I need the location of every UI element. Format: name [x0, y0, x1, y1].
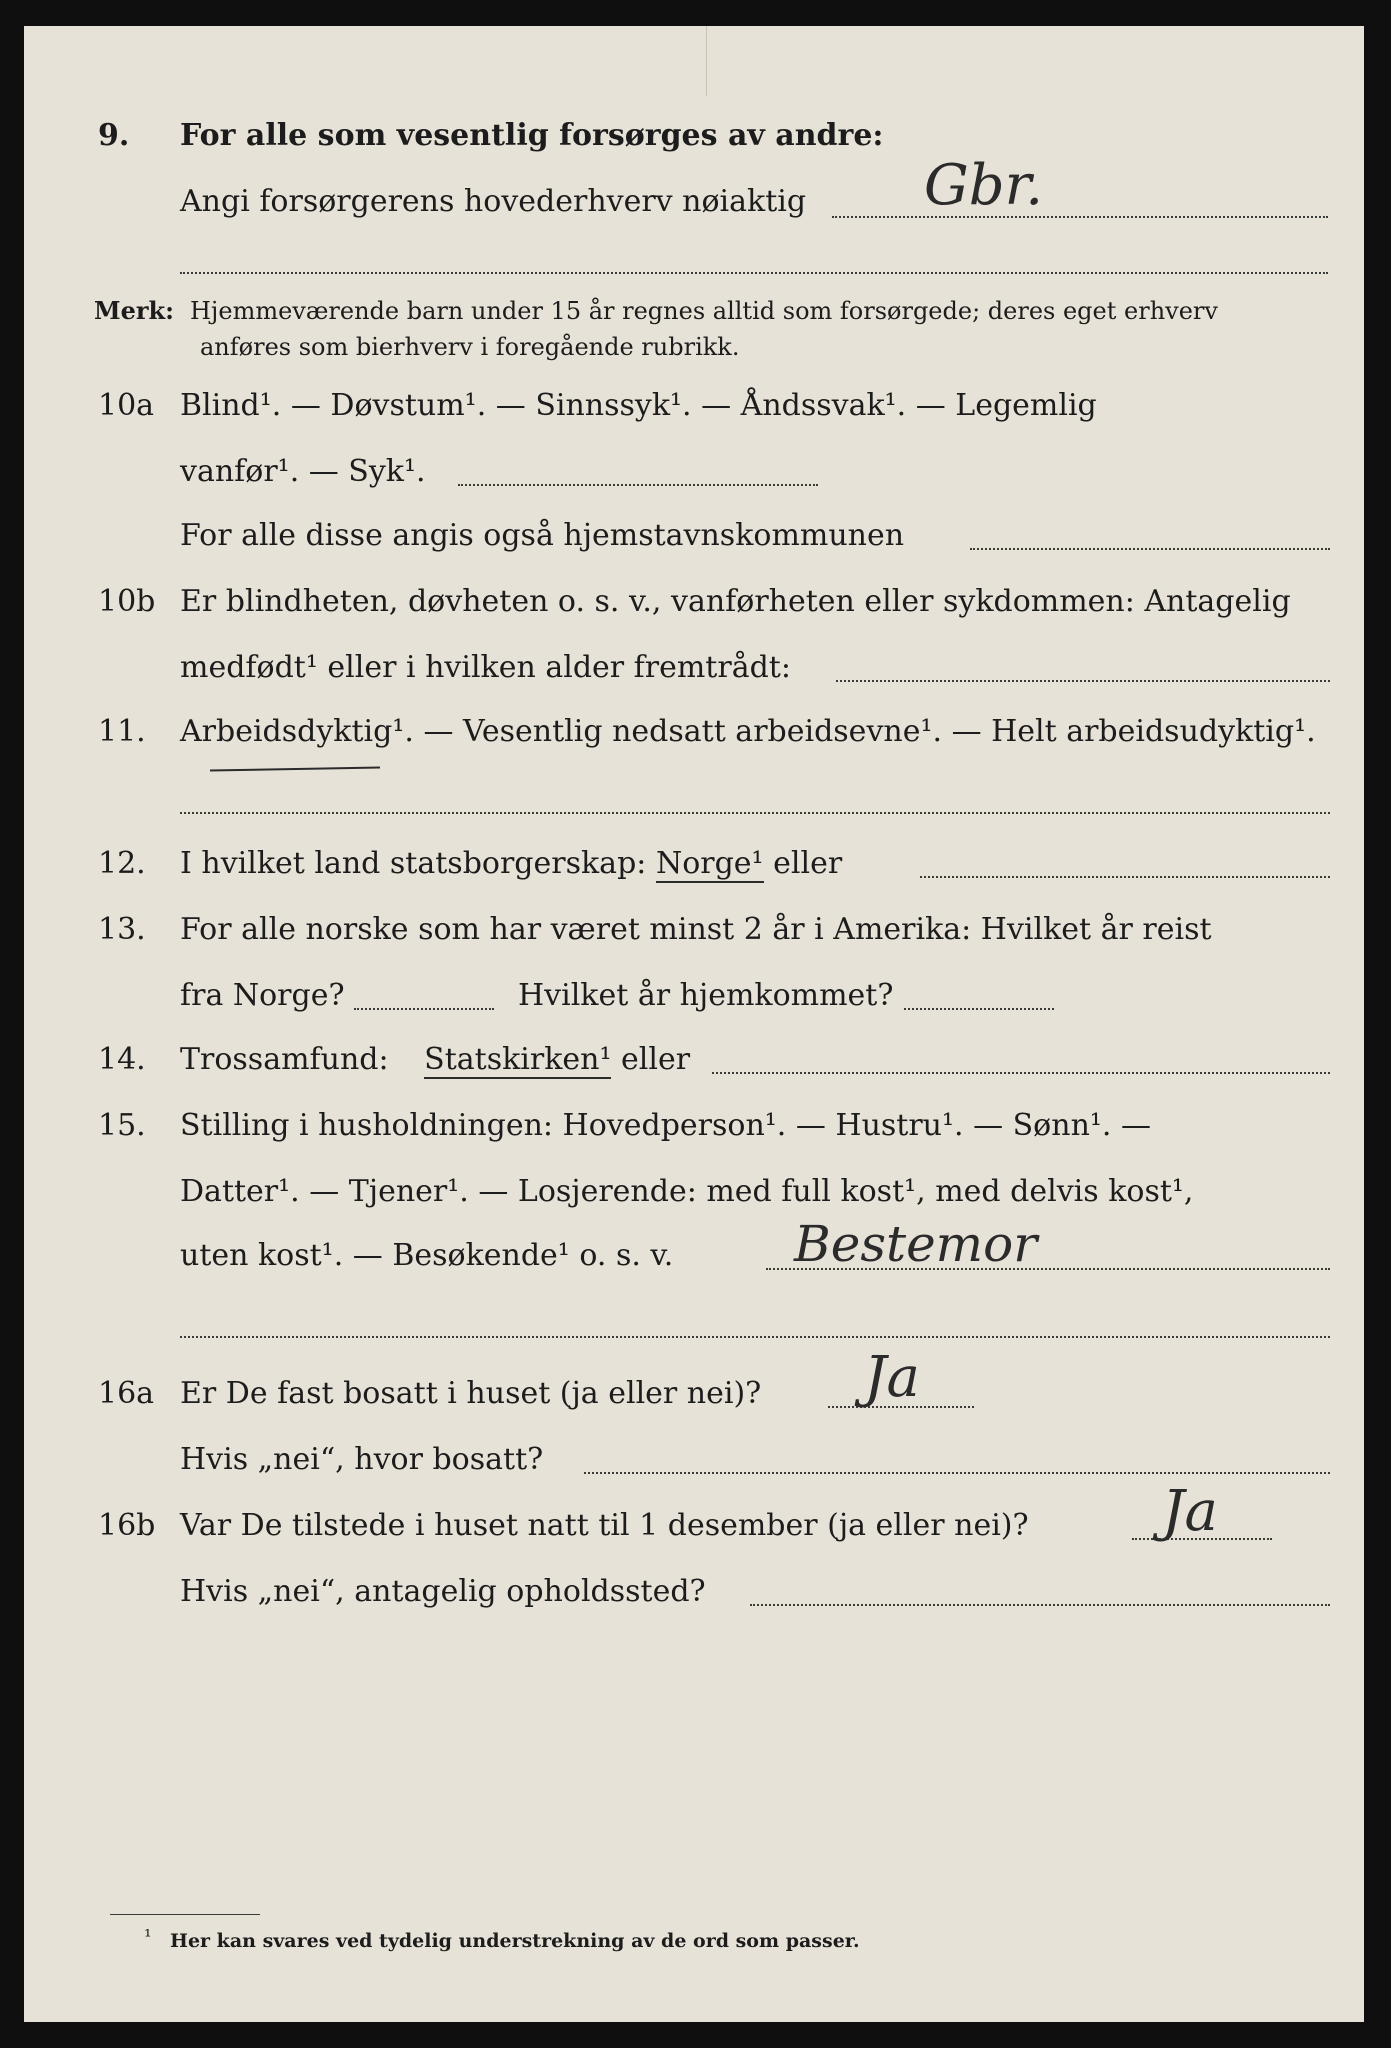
q10a-sick-line[interactable]: [458, 484, 818, 486]
q14-question: Trossamfund:: [180, 1042, 389, 1077]
q9-handwritten-answer: Gbr.: [924, 153, 1043, 218]
q15-line-2: Datter¹. — Tjener¹. — Losjerende: med full kost¹, med delvis kost¹,: [180, 1174, 1194, 1209]
q16b-place-line[interactable]: [750, 1604, 1330, 1606]
q13-left: fra Norge?: [180, 978, 345, 1013]
q11-answer-line[interactable]: [180, 812, 1330, 814]
footnote-rule: [110, 1914, 260, 1915]
q13-right-line[interactable]: [904, 1008, 1054, 1010]
merk-line-1: Hjemmeværende barn under 15 år regnes alltid som forsørgede; deres eget erhverv: [190, 297, 1218, 325]
q14-text: [180, 1040, 690, 1080]
q10b-answer-line[interactable]: [836, 680, 1330, 682]
q9-answer-line[interactable]: [832, 216, 1328, 218]
q10b-number: 10b: [98, 584, 156, 619]
q10b-line-1: Er blindheten, døvheten o. s. v., vanførheten eller sykdommen: Antagelig: [180, 584, 1291, 619]
q12-number: 12.: [98, 846, 146, 881]
q10a-number: 10a: [98, 388, 155, 423]
q10a-line-1: Blind¹. — Døvstum¹. — Sinnssyk¹. — Åndssvak¹. — Legemlig: [180, 388, 1097, 423]
q16a-line-1: Er De fast bosatt i huset (ja eller nei)?: [180, 1376, 762, 1411]
q10a-line-2: vanfør¹. — Syk¹.: [180, 454, 426, 489]
q10b-line-2: medfødt¹ eller i hvilken alder fremtrådt:: [180, 650, 791, 685]
q14-number: 14.: [98, 1042, 146, 1077]
q13-right: Hvilket år hjemkommet?: [518, 978, 894, 1013]
merk-label: Merk:: [94, 296, 174, 325]
fold-line: [706, 26, 707, 96]
q12-norge-option[interactable]: Norge¹: [655, 846, 764, 881]
q15-line-3: uten kost¹. — Besøkende¹ o. s. v.: [180, 1238, 674, 1273]
q10a-line-3: For alle disse angis også hjemstavnskommunen: [180, 518, 905, 553]
q15-answer-line-2[interactable]: [180, 1336, 1330, 1338]
q16b-line-2: Hvis „nei“, antagelig opholdssted?: [180, 1574, 706, 1609]
q15-number: 15.: [98, 1108, 146, 1143]
q15-handwritten-answer: Bestemor: [794, 1215, 1038, 1273]
q11-hand-underline: [210, 767, 380, 772]
q14-answer-line[interactable]: [712, 1072, 1330, 1074]
q9-answer-line-2[interactable]: [180, 272, 1328, 274]
footnote-mark: ¹: [144, 1926, 152, 1948]
q9-heading: For alle som vesentlig forsørges av andre:: [180, 118, 884, 153]
q13-line-1: For alle norske som har været minst 2 år i Amerika: Hvilket år reist: [180, 912, 1212, 947]
q12-answer-line[interactable]: [920, 876, 1330, 878]
q16b-handwritten-answer: Ja: [1162, 1479, 1218, 1544]
q16a-line-2: Hvis „nei“, hvor bosatt?: [180, 1442, 544, 1477]
merk-line-2: anføres som bierhverv i foregående rubrikk.: [200, 333, 740, 361]
q16b-number: 16b: [98, 1508, 156, 1543]
q15-line-1: Stilling i husholdningen: Hovedperson¹. — Hustru¹. — Sønn¹. —: [180, 1108, 1151, 1143]
q13-left-line[interactable]: [354, 1008, 494, 1010]
q13-number: 13.: [98, 912, 146, 947]
q16a-number: 16a: [98, 1376, 155, 1411]
q16b-line-1: Var De tilstede i huset natt til 1 desember (ja eller nei)?: [180, 1508, 1029, 1543]
q16a-handwritten-answer: Ja: [864, 1345, 920, 1410]
q9-number: 9.: [98, 118, 130, 153]
q10a-municipality-line[interactable]: [970, 548, 1330, 550]
form-page: [24, 26, 1364, 2022]
q12-question: I hvilket land statsborgerskap:: [180, 846, 647, 881]
q9-question: Angi forsørgerens hovederhverv nøiaktig: [180, 184, 807, 219]
q14-statskirken-option[interactable]: Statskirken¹: [424, 1042, 612, 1077]
q12-tail: eller: [773, 846, 843, 881]
footnote-text: Her kan svares ved tydelig understrekning av de ord som passer.: [170, 1930, 860, 1952]
q11-number: 11.: [98, 714, 146, 749]
q12-text: [180, 844, 842, 884]
q16a-where-line[interactable]: [584, 1472, 1330, 1474]
q14-tail: eller: [621, 1042, 691, 1077]
q11-line: Arbeidsdyktig¹. — Vesentlig nedsatt arbeidsevne¹. — Helt arbeidsudyktig¹.: [180, 714, 1316, 749]
